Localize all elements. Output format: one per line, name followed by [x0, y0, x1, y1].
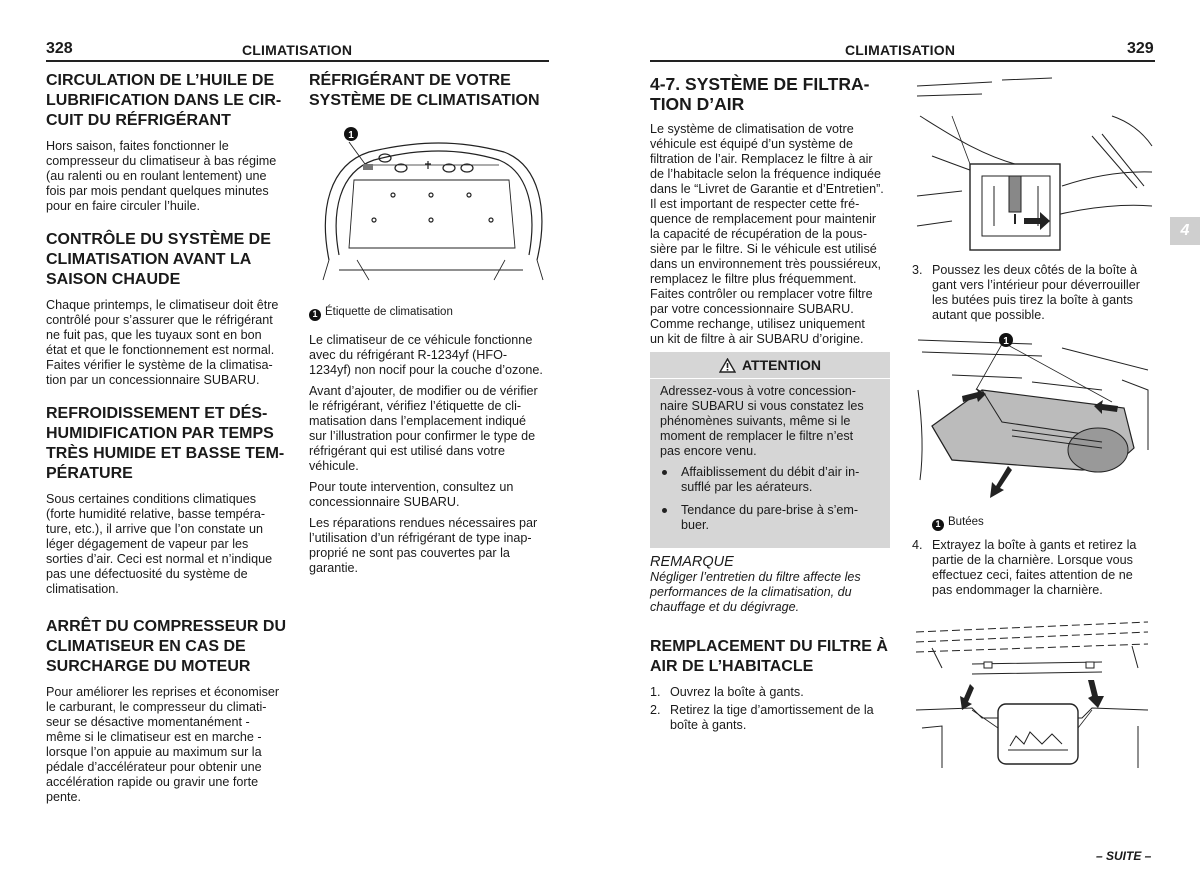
remark-text: Négliger l’entretien du filtre affecte les performances de la climatisation, du chauffage et du dégivrage. [650, 570, 861, 614]
running-head-right: CLIMATISATION [845, 42, 956, 58]
paragraph-consult-dealer: Pour toute intervention, consultez un concessionnaire SUBARU. [309, 479, 514, 509]
bullet-dot [662, 508, 667, 513]
left-column-2-text [309, 305, 554, 576]
paragraph-system-check: Chaque printemps, le climatiseur doit être contrôlé pour s’assurer que le réfrigérant ne fuit pas, que les tuyaux sont en bon état et que le fonctionnement est normal. Faites vérifier le système de la climatisa- tion par un concessionnaire SUBARU. [46, 298, 279, 387]
callout-number-1: 1 [348, 130, 354, 141]
step-1: 1. Ouvrez la boîte à gants. [650, 685, 804, 699]
step-3-block [912, 263, 1156, 323]
page-number-left: 328 [46, 40, 73, 57]
paragraph-check-label: Avant d’ajouter, de modifier ou de vérifier le réfrigérant, vérifiez l’étiquette de cli- matisation dans l’emplacement indiqué sur l’illustration pour confirmer le type de réfrigérant qui est utilisé dans votre véhicule. [309, 383, 538, 473]
paragraph-warranty: Les réparations rendues nécessaires par l’utilisation d’un réfrigérant de type inap- proprié ne sont pas couvertes par la garantie. [309, 515, 538, 575]
left-column-2 [309, 71, 554, 111]
warning-triangle-icon [719, 358, 736, 373]
remark-title: REMARQUE [650, 554, 734, 570]
hinge-removal-illustration [912, 618, 1154, 778]
bullet-dot [662, 470, 667, 475]
right-column-1-lower [650, 554, 894, 733]
paragraph-compressor-stop: Pour améliorer les reprises et économiser le carburant, le compresseur du climati- seur se désactive momentanément - même si le climatiseur est en marche - lorsque l’on appuie au maximum sur la pédale d’accélérateur pour obtenir une accélération rapide ou gravir une forte pente. [46, 685, 280, 804]
step-3: 3. Poussez les deux côtés de la boîte à gant vers l’intérieur pour déverrouiller les butées puis tirez la boîte à gants autant que possible. [912, 263, 1140, 322]
warning-header: ATTENTION [650, 352, 890, 379]
paragraph-refrigerant-type: Le climatiseur de ce véhicule fonctionne avec du réfrigérant R-1234yf (HFO- 1234yf) non nocif pour la couche d’ozone. [309, 332, 543, 377]
section-title-oil-circulation: CIRCULATION DE L’HUILE DE LUBRIFICATION DANS LE CIR- CUIT DU RÉFRIGÉRANT [46, 72, 282, 129]
running-head-left: CLIMATISATION [242, 42, 353, 58]
callout-badge-stoppers: 1 [932, 519, 944, 531]
step-4: 4. Extrayez la boîte à gants et retirez la partie de la charnière. Lorsque vous effectuez ceci, faites attention de ne pas endommager la charnière. [912, 538, 1137, 597]
header-rule-left [46, 60, 549, 62]
paragraph-filtration-intro: Le système de climatisation de votre véhicule est équipé d’un système de filtration de l’air. Remplacez le filtre à air de l’habitacle selon la fréquence indiquée dans le “Livret de Garantie et d’Entretien”. Il est important de respecter cette fré- quence de remplacement pour maintenir la capacité de récupération de la pous- sière par le filtre. Si le véhicule est utilisé dans un environnement très poussiéreux, remplacez le filtre plus fréquemment. Faites contrôler ou remplacer votre filtre par votre concessionnaire SUBARU. Comme rechange, utilisez uniquement un kit de filtre à air SUBARU d’origine. [650, 122, 884, 346]
warning-text: Adressez-vous à votre concession- naire SUBARU si vous constatez les phénomènes suivants, même si le moment de remplacer le filtre n’est pas encore venu. [660, 384, 864, 458]
figure-caption-label: 1 Étiquette de climatisation [309, 305, 554, 321]
step-4-block [912, 538, 1156, 598]
section-title-refrigerant: RÉFRIGÉRANT DE VOTRE SYSTÈME DE CLIMATISATION [309, 72, 540, 109]
right-column-1 [650, 74, 894, 347]
header-rule-right [650, 60, 1155, 62]
callout-badge-1: 1 [309, 309, 321, 321]
warning-box [650, 352, 890, 548]
step-2: 2. Retirez la tige d’amortissement de la boîte à gants. [650, 703, 874, 732]
warning-bullet-airflow: Affaiblissement du débit d’air in- sufflé par les aérateurs. [660, 465, 880, 495]
section-title-dehumidification: REFROIDISSEMENT ET DÉS- HUMIDIFICATION PAR TEMPS TRÈS HUMIDE ET BASSE TEM- PÉRATURE [46, 405, 285, 482]
damper-rod-illustration [912, 76, 1154, 254]
section-title-filter-replacement: REMPLACEMENT DU FILTRE À AIR DE L’HABITACLE [650, 638, 888, 675]
paragraph-dehumidification: Sous certaines conditions climatiques (forte humidité relative, basse tempéra- ture, etc.), il arrive que l’on constate un léger dégagement de vapeur par les sorties d’air. Ceci est normal et n’indique pas une défectuosité du système de climatisation. [46, 492, 273, 596]
chapter-tab: 4 [1170, 217, 1200, 245]
continued-marker: – SUITE – [1096, 849, 1152, 863]
chapter-title-air-filtration: 4-7. SYSTÈME DE FILTRA- TION D’AIR [650, 74, 870, 114]
hood-label-illustration [309, 120, 554, 290]
left-column-1 [46, 71, 294, 805]
callout-number-stoppers: 1 [1003, 336, 1009, 347]
section-title-compressor-stop: ARRÊT DU COMPRESSEUR DU CLIMATISEUR EN CAS DE SURCHARGE DU MOTEUR [46, 618, 287, 675]
warning-bullet-fogging: Tendance du pare-brise à s’em- buer. [660, 503, 880, 533]
page-number-right: 329 [1127, 40, 1154, 57]
stoppers-caption: 1 Butées [932, 515, 1152, 531]
glovebox-stoppers-illustration [912, 330, 1154, 506]
section-title-system-check: CONTRÔLE DU SYSTÈME DE CLIMATISATION AVANT LA SAISON CHAUDE [46, 231, 271, 288]
paragraph-oil-circulation: Hors saison, faites fonctionner le compresseur du climatiseur à bas régime (au ralenti ou en roulant lentement) une fois par mois pendant quelques minutes pour en faire circuler l’huile. [46, 139, 277, 213]
